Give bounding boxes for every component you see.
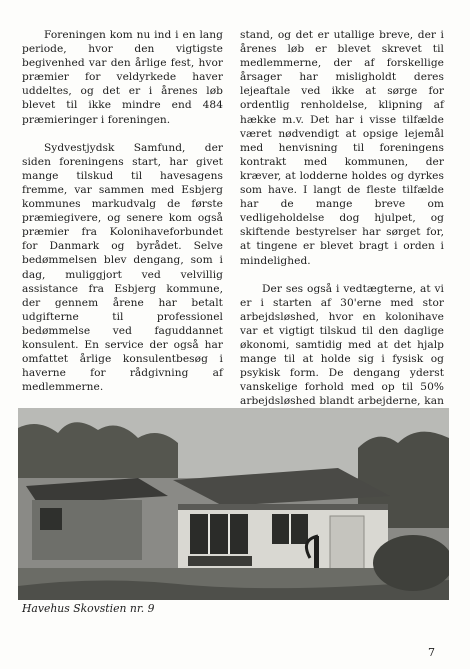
page-number: 7: [428, 646, 435, 659]
paragraph: Foreningen kom nu ind i en lang periode, hvor den vigtigste begivenhed var den årlige fest, hvor præmier for veldyrkede haver uddeltes, og det er i årenes løb blevet til ikke mindre end 484 præmieringer i foreningen.: [22, 29, 223, 126]
photo-caption: Havehus Skovstien nr. 9: [22, 602, 155, 615]
paragraph: Der ses også i vedtægterne, at vi er i starten af 30'erne med stor arbejdsløshed, hvor en kolonihave var et vigtigt tilskud til den daglige økonomi, samtidig med at det hjalp mange til at holde sig i fysisk og psykisk form. De dengang yderst vanskelige forhold med op til 50% arbejdsløshed blandt arbejderne, kan: [240, 282, 444, 408]
paragraph: stand, og det er utallige breve, der i årenes løb er blevet skrevet til medlemmerne, der af forskellige årsager har misligholdt deres lejeaftale ved ikke at sørge for ordentlig renholdelse, klipning af hække m.v. Det har i visse tilfælde været nødvendigt at opsige lejemål med henvisning til foreningens kontrakt med kommunen, der kræver, at lodderne holdes og dyrkes som have. I langt de fleste tilfælde har de mange breve om vedligeholdelse dog hjulpet, og skiftende bestyrelser har sørget for, at tingene er blevet bragt i orden i mindelighed.: [240, 29, 444, 267]
paragraph: Sydvestjydsk Samfund, der siden foreningens start, har givet mange tilskud til havesagens fremme, var sammen med Esbjerg kommunes markudvalg de første præmiegivere, og senere kom også præmier fra Kolonihaveforbundet for Danmark og byrådet. Selve bedømmelsen blev dengang, som i dag, muliggjort ved velvillig assistance fra Esbjerg kommune, der gennem årene har betalt udgifterne til professionel bedømmelse ved faguddannet konsulent. En service der også har omfattet årlige konsulentbesøg i haverne for rådgivning af medlemmerne.: [22, 141, 223, 394]
garden-house-photo: [18, 408, 449, 600]
